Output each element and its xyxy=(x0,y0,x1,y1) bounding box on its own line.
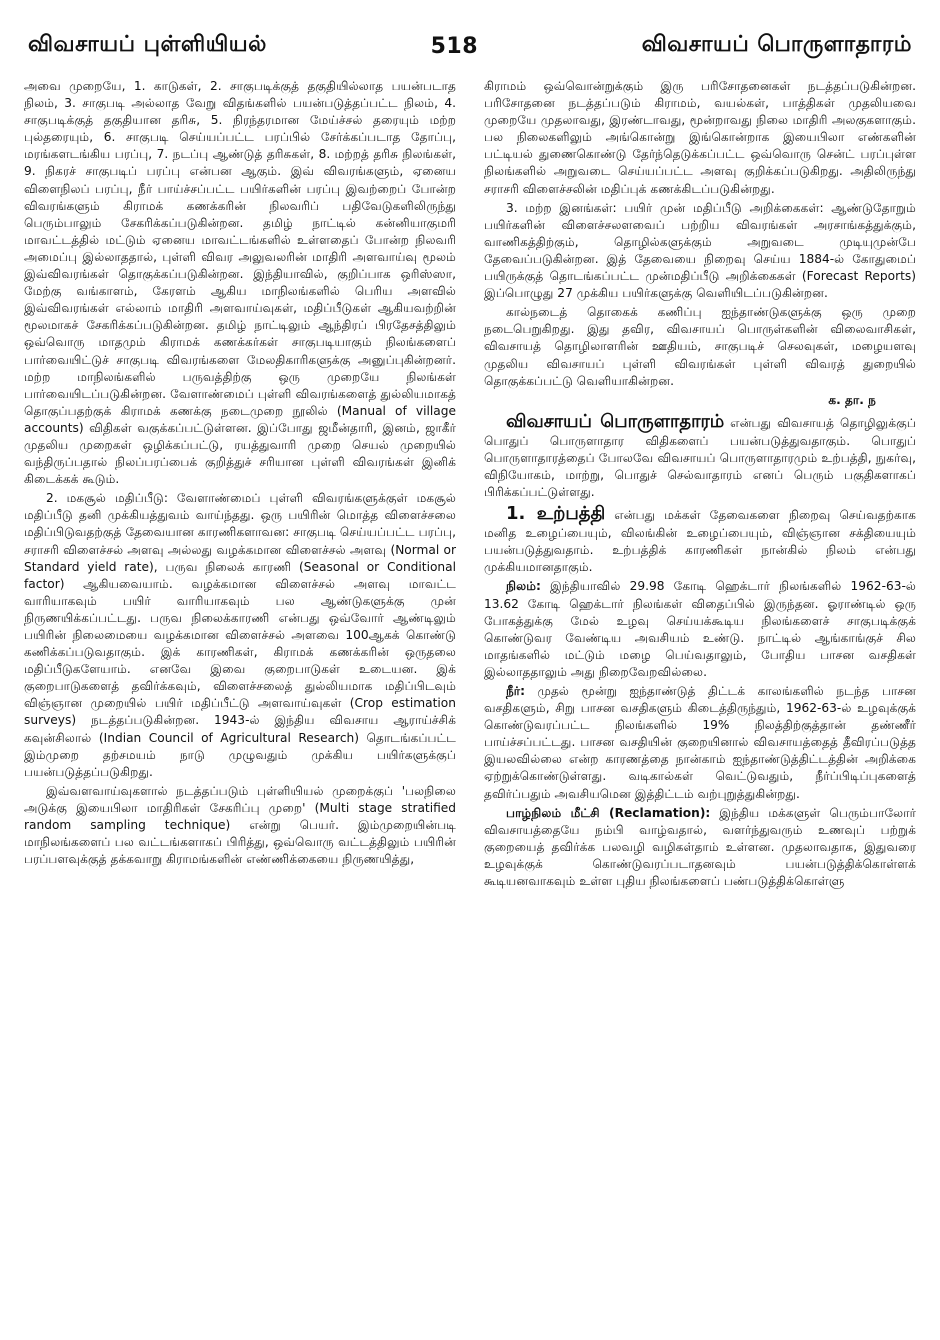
paragraph-text: என்பது மக்கள் தேவைகளை நிறைவு செய்வதற்காக மனித உழைப்பையும், விலங்கின் உழைப்பையும், விஞ்ஞான சக்தியையும் பயன்படுத்துவதாம். உற்பத்திக் காரணிகள் நான்கில் நிலம் என்பது முக்கியமானதாகும். xyxy=(484,508,916,575)
author-initials: க. தா. ந xyxy=(828,392,876,407)
page-number: 518 xyxy=(430,33,479,59)
paragraph: கால்நடைத் தொகைக் கணிப்பு ஐந்தாண்டுகளுக்கு ஒரு முறை நடைபெறுகிறது. இது தவிர, விவசாயப் பொருள்களின் விலைவாசிகள், விவசாயத் தொழிலாளரின் ஊதியம், சாகுபடிச் செலவுகள், மழையளவு முதலிய விவசாயப் புள்ளி விவரங்கள் புள்ளி விவரத் துறையில் தொகுக்கப்பட்டு வெளியாகின்றன. xyxy=(484,305,916,388)
paragraph xyxy=(484,411,916,501)
run-in-heading: நீர்: xyxy=(506,684,526,698)
page-header xyxy=(28,26,912,66)
run-in-heading: பாழ்நிலம் மீட்சி (Reclamation): xyxy=(506,805,711,820)
paragraph: 3. மற்ற இனங்கள்: பயிர் முன் மதிப்பீடு அறிக்கைகள்: ஆண்டுதோறும் பயிர்களின் விளைச்சலளவைப் பற்றிய விவரங்கள் அரசாங்கத்துக்கும், வாணிகத்திற்கும், தொழில்களுக்கும் அறுவடை முடியுமுன்பே தேவைப்படுகின்றன. இத் தேவையை நிறைவு செய்ய 1884-ல் கோதுமைப் பயிருக்குத் தொடங்கப்பட்ட முன்மதிப்பீடு அறிக்கைகள் (Forecast Reports) இப்பொழுது 27 முக்கிய பயிர்களுக்கு வெளியிடப்படுகின்றன. xyxy=(484,200,916,301)
paragraph: கிராமம் ஒவ்வொன்றுக்கும் இரு பரிசோதனைகள் நடத்தப்படுகின்றன. பரிசோதனை நடத்தப்படும் கிராமம், வயல்கள், பாத்திகள் முதலியவை முறையே முதலாவது, இரண்டாவது, மூன்றாவது நிலை மாதிரி அலகுகளாகும். பல நிலைகளிலும் அங்கொன்று இங்கொன்றாக இயைபிலா எண்களின் பட்டியல் துணைகொண்டு தேர்ந்தெடுக்கப்பட்ட ஒவ்வொரு சென்ட் பரப்புள்ள நிலங்களில் அறுவடை செய்யப்பட்ட அளவு குறிக்கப்படுகிறது. அதிலிருந்து சராசரி விளைச்சலின் மதிப்புக் கணக்கிடப்படுகின்றது. xyxy=(484,79,916,196)
right-column xyxy=(484,78,916,1330)
paragraph xyxy=(484,805,916,890)
running-head-right: விவசாயப் பொருளாதாரம் xyxy=(641,32,912,57)
paragraph-text: முதல் மூன்று ஐந்தாண்டுத் திட்டக் காலங்களில் நடந்த பாசன வசதிகளும், சிறு பாசன வசதிகளும் கிடைத்திருந்தும், 1962-63-ல் உழவுக்குக் கொண்டுவரப்பட்ட நிலங்களில் 19% நிலத்திற்குத்தான் தண்ணீர் பாய்ச்சப்பட்டது. பாசன வசதியின் குறையினால் விவசாயத்தைத் தீவிரப்படுத்த இயலவில்லை என்ற காரணத்தை நான்காம் ஐந்தாண்டுத்திட்டத்தின் அறிக்கை ஏற்றுக்கொண்டுள்ளது. வடிகால்கள் வெட்டுவதும், நீர்ப்பிடிப்புகளைத் தவிர்ப்பதும் அவசியமென இத்திட்டம் வற்புறுத்துகின்றது. xyxy=(484,684,916,801)
paragraph-text: என்பது விவசாயத் தொழிலுக்குப் பொதுப் பொருளாதார விதிகளைப் பயன்படுத்துவதாகும். பொதுப் பொருளாதாரத்தைப் போலவே விவசாயப் பொருளாதாரமும் உற்பத்தி, நுகர்வு, விநியோகம், மாற்று, பொதுச் செல்வாதாரம் எனப் பெரும் பகுதிகளாகப் பிரிக்கப்பட்டுள்ளது. xyxy=(484,415,916,500)
subsection-title: 1. உற்பத்தி xyxy=(506,503,606,525)
paragraph-text: இந்தியாவில் 29.98 கோடி ஹெக்டார் நிலங்களில் 1962-63-ல் 13.62 கோடி ஹெக்டார் நிலங்கள் விதைப்பில் இருந்தன. ஓராண்டில் ஒரு போகத்துக்கு மேல் உழவு செய்யக்கூடிய நிலங்களைச் சாகுபடிக்குக் கொண்டுவர வேண்டிய அவசியம் உண்டு. நாட்டில் ஆங்காங்குச் சில மாதங்களில் மட்டும் மழை பெய்வதாலும், போதிய பாசன வசதிகள் இல்லாததாலும் அது நிறைவேறவில்லை. xyxy=(484,579,916,679)
page-body xyxy=(24,78,916,1330)
paragraph xyxy=(484,578,916,681)
left-column xyxy=(24,78,456,1330)
paragraph: அவை முறையே, 1. காடுகள், 2. சாகுபடிக்குத் தகுதியில்லாத பயன்படாத நிலம், 3. சாகுபடி அல்லாத வேறு விதங்களில் பயன்படுத்தப்பட்ட நிலம், 4. சாகுபடிக்குத் தகுதியான தரிசு, 5. நிரந்தரமான மேய்ச்சல் தரையும் மற்ற புல்தரையும், 6. சாகுபடி செய்யப்பட்ட பரப்பில் சேர்க்கப்படாத தோப்பு, மரங்களடங்கிய பரப்பு, 7. நடப்பு ஆண்டுத் தரிசுகள், 8. மற்றத் தரிசு நிலங்கள், 9. நிகரச் சாகுபடிப் பரப்பு என்பன ஆகும். இவ் விவரங்களும், ஏனைய விளைநிலப் பரப்பு, நீர் பாய்ச்சப்பட்ட பயிர்களின் பரப்பு இவற்றைப் போன்ற விவரங்களும் கிராமக் கணக்கரின் நிலவரிப் பதிவேடுகளிலிருந்து பெரும்பாலும் சேகரிக்கப்படுகின்றன. தமிழ் நாட்டில் கன்னியாகுமரி மாவட்டத்தில் மட்டும் ஏனைய மாவட்டங்களில் உள்ளதைப் போன்ற நிலவரி அமைப்பு இல்லாததால், புள்ளி விவர அலுவலரின் மாதிரி அளவாய்வு மூலம் இவ்விவரங்கள் தொகுக்கப்படுகின்றன. இந்தியாவில், குறிப்பாக ஒரிஸ்ஸா, மேற்கு வங்காளம், கேரளம் ஆகிய மாநிலங்களில் பெரிய அளவில் இவ்விவரங்கள் எல்லாம் மாதிரி அளவாய்வுகள், மதிப்பீடுகள் ஆகியவற்றின் மூலமாகச் சேகரிக்கப்படுகின்றன. தமிழ் நாட்டிலும் ஆந்திரப் பிரதேசத்திலும் ஒவ்வொரு மாதமும் கிராமக் கணக்கர்கள் சாகுபடியாகும் நிலங்களைப் பார்வையிட்டுச் சாகுபடி விவரங்களை மேலதிகாரிகளுக்கு அனுப்புகின்றனர். மற்ற மாநிலங்களில் பருவத்திற்கு ஒரு முறையே நிலங்கள் பார்வையிடப்படுகின்றன. வேளாண்மைப் புள்ளி விவரங்களைத் துல்லியமாகத் தொகுப்பதற்குக் கிராமக் கணக்கு நடைமுறை நூலில் (Manual of village accounts) விதிகள் வகுக்கப்பட்டுள்ளன. இப்போது ஜமீன்தாரி, இனம், ஜாகீர் முதலிய முறைகள் ஒழிக்கப்பட்டு, ரயத்துவாரி முறை செயல் முறையில் வந்திருப்பதால் நிலப்பரப்பைக் குறித்துச் சரியான புள்ளி விவரங்கள் இனிக் கிடைக்கக் கூடும். xyxy=(24,79,456,487)
run-in-heading: நிலம்: xyxy=(506,579,541,594)
article-title: விவசாயப் பொருளாதாரம் xyxy=(506,410,725,432)
running-head-left: விவசாயப் புள்ளியியல் xyxy=(28,32,267,57)
paragraph xyxy=(484,683,916,803)
paragraph: இவ்வளவாய்வுகளால் நடத்தப்படும் புள்ளியியல் முறைக்குப் 'பலநிலை அடுக்கு இயைபிலா மாதிரிகள் சேகரிப்பு முறை' (Multi stage stratified random sampling technique) என்று பெயர். இம்முறையின்படி மாநிலங்களைப் பல வட்டங்களாகப் பிரித்து, ஒவ்வொரு வட்டத்திலும் பயிரின் பரப்பளவுக்குத் தக்கவாறு கிராமங்களின் எண்ணிக்கையை நிருணயித்து, xyxy=(24,783,456,867)
paragraph xyxy=(484,503,916,576)
paragraph: 2. மகசூல் மதிப்பீடு: வேளாண்மைப் புள்ளி விவரங்களுக்குள் மகசூல் மதிப்பீடு தனி முக்கியத்துவம் வாய்ந்தது. ஒரு பயிரின் மொத்த விளைச்சலை மதிப்பிடுவதற்குத் தேவையான காரணிகளாவன: சாகுபடி செய்யப்பட்ட பரப்பு, சராசரி விளைச்சல் அளவு அல்லது வழக்கமான விளைச்சல் அளவு (Normal or Standard yield rate), பருவ நிலைக் காரணி (Seasonal or Conditional factor) ஆகியவையாம். வழக்கமான விளைச்சல் அளவு மாவட்ட வாரியாகவும் பயிர் வாரியாகவும் பல ஆண்டுகளுக்கு முன் நிருணயிக்கப்பட்டது. பருவ நிலைக்காரணி என்பது ஒவ்வோர் ஆண்டிலும் பயிரின் நிலைமையை வழக்கமான விளைச்சல் அளவை 100ஆகக் கொண்டு கணிக்கப்படுவதாகும். இக் காரணிகள், கிராமக் கணக்கரின் ஒருதலை மதிப்பீடுகளேயாம். எனவே இவை குறைபாடுகள் உடையன. இக் குறைபாடுகளைத் தவிர்க்கவும், விளைச்சலைத் துல்லியமாக மதிப்பிடவும் விஞ்ஞான முறையில் பயிர் மதிப்பீட்டு அளவாய்வுகள் (Crop estimation surveys) நடத்தப்படுகின்றன. 1943-ல் இந்திய விவசாய ஆராய்ச்சிக் கவுன்சிலால் (Indian Council of Agricultural Research) தொடங்கப்பட்ட இம்முறை தற்சமயம் நாடு முழுவதும் முக்கிய பயிர்களுக்குப் பயன்படுத்தப்படுகிறது. xyxy=(24,491,456,779)
paragraph-text: இந்திய மக்களுள் பெரும்பாலோர் விவசாயத்தையே நம்பி வாழ்வதால், வளர்ந்துவரும் உணவுப் பற்றுக் குறையைத் தவிர்க்க பலவழி வழிகள்தாம் உள்ளன. முதலாவதாக, இதுவரை உழவுக்குக் கொண்டுவரப்படாதனவும் பயன்படுத்திக்கொள்ளக் கூடியனவாகவும் உள்ள புதிய நிலங்களைப் பண்படுத்திக்கொள்ளு xyxy=(484,805,916,889)
